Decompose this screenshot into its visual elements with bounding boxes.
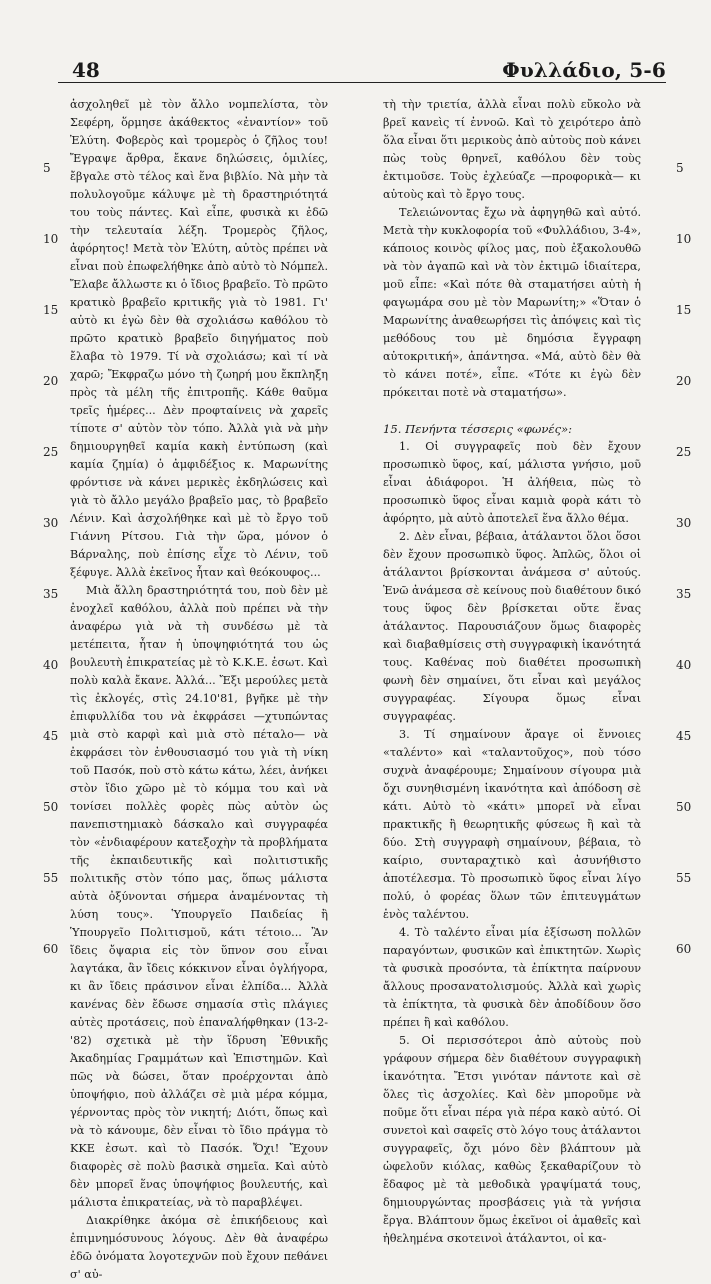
journal-title: Φυλλάδιο, 5-6 bbox=[502, 58, 666, 82]
line-number: 35 bbox=[676, 587, 692, 601]
paragraph: Μιὰ ἄλλη δραστηριότητά του, ποὺ δὲν μὲ ἐνοχλεῖ καθόλου, ἀλλὰ ποὺ πρέπει νὰ τὴν ἀναφέρω γιὰ νὰ τὴ συνδέσω μὲ τὰ μετέπειτα, ἦταν ἡ ὑποψηφιότητά του ὡς βουλευτὴ ἐπικρατείας μὲ τὸ Κ.Κ.Ε. ἐσωτ. Καὶ πολὺ καλὰ ἔκανε. Ἀλλά... Ἔξι μερούλες μετὰ τὶς ἐκλογές, στὶς 24.10'81, βγῆκε μὲ τὴν ἐπιφυλλίδα του νὰ ἐκφράσει —χτυπώντας μιὰ στὸ καρφὶ καὶ μιὰ στὸ πέταλο— νὰ ἐκφράσει τὸν ἐνθουσιασμό του γιὰ τὴ νίκη τοῦ Πασόκ, ποὺ στὸ κάτω κάτω, λέει, ἀνήκει στὸν ἴδιο χῶρο μὲ τὸ κόμμα του καὶ νὰ τονίσει πολλὲς φορὲς πὼς αὐτὸν ὡς πανεπιστημιακὸ δάσκαλο καὶ συγγραφέα τὸν «ἐνδιαφέρουν κατεξοχὴν τὰ προβλήματα τῆς ἐκπαιδευτικῆς καὶ πολιτιστικῆς πολιτικῆς στὸν τόπο μας, ὅπως μάλιστα αὐτὰ ὀξύνονται σήμερα ἀναμένοντας τὴ λύση τους». Ὑπουργεῖο Παιδείας ἢ Ὑπουργεῖο Πολιτισμοῦ, κάτι τέτοιο... Ἂν ἴδεις ὄψαρια εἰς τὸν ὕπνον σου εἶναι λαγτάκα, ἂν ἴδεις κόκκινον εἶναι ὀγλήγορα, κι ἂν ἴδεις πράσινον εἶναι ἐλπίδα... Ἀλλὰ κανένας δὲν ἔδωσε σημασία στὶς πλάγιες αὐτὲς προτάσεις, ποὺ ἐπαναλήφθηκαν (13-2-'82) σχετικὰ μὲ τὴν ἵδρυση Ἐθνικῆς Ἀκαδημίας Γραμμάτων καὶ Ἐπιστημῶν. Καὶ πῶς νὰ δώσει, ὅταν προέρχονται ἀπὸ ὑποψήφιο, ποὺ ἀλλάζει σὲ μιὰ μέρα κόμμα, γέρνοντας πρὸς τὸν νικητή; Διότι, ὅπως καὶ νὰ τὸ κάνουμε, δὲν εἶναι τὸ ἴδιο πράγμα τὸ ΚΚΕ ἐσωτ. καὶ τὸ Πασόκ. Ὄχι! Ἔχουν διαφορὲς σὲ πολὺ βασικὰ σημεῖα. Καὶ αὐτὸ δὲν μπορεῖ ἕνας ὑποψήφιος βουλευτής, καὶ μάλιστα ἐπικρατείας, νὰ τὸ παραβλέψει. bbox=[70, 584, 328, 1209]
line-number: 55 bbox=[676, 871, 692, 885]
line-number: 25 bbox=[43, 445, 59, 459]
line-number: 20 bbox=[43, 374, 59, 388]
line-number: 25 bbox=[676, 445, 692, 459]
paragraph: Τελειώνοντας ἔχω νὰ ἀφηγηθῶ καὶ αὐτό. Μετὰ τὴν κυκλοφορία τοῦ «Φυλλάδιου, 3-4», κάποιος κοινὸς φίλος μας, ποὺ ἐξακολουθῶ νὰ τὸν ἀγαπῶ καὶ νὰ τὸν ἐκτιμῶ ἰδιαίτερα, μοῦ εἶπε: «Καὶ πότε θὰ σταματήσει αὐτὴ ἡ φαγωμάρα σου μὲ τὸν Μαρωνίτη;» «Ὅταν ὁ Μαρωνίτης ἀναθεωρήσει τὶς ἀπόψεις καὶ τὶς μεθόδους του μὲ δημόσια ἔγγραφη αὐτοκριτική», ἀπάντησα. «Μά, αὐτὸ δὲν θὰ τὸ κάνει ποτέ», εἶπε. «Τότε κι ἐγὼ δὲν πρόκειται ποτὲ νὰ σταματήσω». bbox=[383, 206, 641, 399]
line-number: 10 bbox=[676, 232, 692, 246]
page-number: 48 bbox=[72, 58, 100, 82]
numbered-paragraph: 5. Οἱ περισσότεροι ἀπὸ αὐτοὺς ποὺ γράφουν σήμερα δὲν διαθέτουν συγγραφικὴ ἱκανότητα. Ἔτσι γινόταν πάντοτε καὶ σὲ ὅλες τὶς ἀσχολίες. Καὶ δὲν μποροῦμε νὰ ποῦμε ὅτι εἶναι πέρα γιὰ πέρα κακὸ αὐτό. Οἱ συνετοὶ καὶ σαφεῖς στὸ λόγο τους ἀτάλαντοι συγγραφεῖς, ὄχι μόνο δὲν βλάπτουν μὰ ὠφελοῦν κιόλας, καθὼς ξεκαθαρίζουν τὸ ἔδαφος μὲ τὰ μεθοδικὰ γραψίματά τους, δημιουργώντας προσβάσεις γιὰ τὰ γνήσια ἔργα. Βλάπτουν ὅμως ἐκεῖνοι οἱ ἀμαθεῖς καὶ ἠθελημένα σκοτεινοὶ ἀτάλαντοι, οἱ κα- bbox=[383, 1034, 641, 1245]
line-number: 5 bbox=[676, 161, 684, 175]
right-text-column bbox=[383, 96, 641, 1248]
line-number: 40 bbox=[43, 658, 59, 672]
line-number: 20 bbox=[676, 374, 692, 388]
paragraph: ἀσχοληθεῖ μὲ τὸν ἄλλο νομπελίστα, τὸν Σεφέρη, ὅρμησε ἀκάθεκτος «ἐναντίον» τοῦ Ἐλύτη. Φοβερὸς καὶ τρομερὸς ὁ ζῆλος του! Ἔγραψε ἄρθρα, ἔκανε δηλώσεις, ὁμιλίες, ἔβγαλε στὸ τέλος καὶ ἕνα βιβλίο. Νὰ μὴν τὰ πολυλογοῦμε κάλυψε μὲ τὴ δραστηριότητά του τοὺς πάντες. Καὶ εἶπε, φυσικὰ κι ἐδῶ τὴν τελευταία λέξη. Τρομερὸς ζῆλος, ἀφόρητος! Μετὰ τὸν Ἐλύτη, αὐτὸς πρέπει νὰ εἶναι ποὺ ἐπωφελήθηκε ἀπὸ αὐτὸ τὸ Νόμπελ. Ἔλαβε ἄλλωστε κι ὁ ἴδιος βραβεῖο. Τὸ πρῶτο κρατικὸ βραβεῖο κριτικῆς γιὰ τὸ 1981. Γι' αὐτὸ κι ἐγὼ δὲν θὰ σχολιάσω καθόλου τὸ πρῶτο κρατικὸ βραβεῖο διηγήματος ποὺ ἔλαβα τὸ 1979. Τί νὰ σχολιάσω; καὶ τί νὰ χαρῶ; Ἔκφραζω μόνο τὴ ζωηρή μου ἔκπληξη πρὸς τὰ μέλη τῆς ἐπιτροπῆς. Κάθε θαῦμα τρεῖς ἡμέρες... Δὲν προφταίνεις νὰ χαρεῖς τίποτε σ' αὐτὸν τὸν τόπο. Ἀλλὰ γιὰ νὰ μὴν δημιουργηθεῖ καμία κακὴ ἐντύπωση (καὶ καμία ζημία) ὁ ἀμφιδέξιος κ. Μαρωνίτης φρόντισε νὰ κάνει μερικὲς ἐκδηλώσεις καὶ γιὰ τὸ ἄλλο μεγάλο βραβεῖο μας, τὸ βραβεῖο Λένιν. Καὶ ἀσχολήθηκε καὶ μὲ τὸ ἔργο τοῦ Γιάννη Ρίτσου. Γιὰ τὴν ὥρα, μόνον ὁ Βάρναλης, ποὺ ἐπίσης εἶχε τὸ Λένιν, τοῦ ξέφυγε. Ἀλλὰ ἐκεῖνος ἦταν καὶ θεόκουφος... bbox=[70, 98, 328, 579]
line-number: 10 bbox=[43, 232, 59, 246]
line-number: 15 bbox=[676, 303, 692, 317]
line-number: 40 bbox=[676, 658, 692, 672]
line-number: 45 bbox=[676, 729, 692, 743]
line-number: 35 bbox=[43, 587, 59, 601]
numbered-paragraph: 4. Τὸ ταλέντο εἶναι μία ἐξίσωση πολλῶν παραγόντων, φυσικῶν καὶ ἐπικτητῶν. Χωρὶς τὰ φυσικὰ προσόντα, τὰ ἐπίκτητα παίρνουν ἄλλους προσανατολισμούς. Ἀλλὰ καὶ χωρὶς τὰ ἐπίκτητα, τὰ φυσικὰ δὲν ἀποδίδουν ὅσο πρέπει ἢ καὶ καθόλου. bbox=[383, 926, 641, 1029]
line-number: 60 bbox=[43, 942, 59, 956]
section-heading: 15. Πενήντα τέσσερις «φωνές»: bbox=[383, 422, 573, 436]
line-number: 45 bbox=[43, 729, 59, 743]
paragraph: Διακρίθηκε ἀκόμα σὲ ἐπικήδειους καὶ ἐπιμνημόσυνους λόγους. Δὲν θὰ ἀναφέρω ἐδῶ ὀνόματα λογοτεχνῶν ποὺ ἔχουν πεθάνει σ' αὐ- bbox=[70, 1214, 328, 1281]
line-number: 30 bbox=[43, 516, 59, 530]
numbered-paragraph: 1. Οἱ συγγραφεῖς ποὺ δὲν ἔχουν προσωπικὸ ὕφος, καί, μάλιστα γνήσιο, μοῦ εἶναι ἀδιάφοροι. Ἡ ἀλήθεια, πὼς τὸ προσωπικὸ ὕφος εἶναι καμιὰ φορὰ κάτι τὸ ἀφόρητο, μὰ αὐτὸ ἀποτελεῖ ἕνα ἄλλο θέμα. bbox=[383, 440, 641, 525]
numbered-paragraph: 2. Δὲν εἶναι, βέβαια, ἀτάλαντοι ὅλοι ὅσοι δὲν ἔχουν προσωπικὸ ὕφος. Ἁπλῶς, ὅλοι οἱ ἀτάλαντοι βρίσκονται ἀνάμεσα σ' αὐτούς. Ἐνῶ ἀνάμεσα σὲ κείνους ποὺ διαθέτουν δικό τους ὕφος δὲν βρίσκεται οὔτε ἕνας ἀτάλαντος. Παρουσιάζουν ὅμως διαφορὲς καὶ διαβαθμίσεις στὴ συγγραφικὴ ἱκανότητά τους. Καθένας ποὺ διαθέτει προσωπικὴ φωνὴ δὲν σημαίνει, ὅτι εἶναι καὶ μεγάλος συγγραφέας. Σίγουρα ὅμως εἶναι συγγραφέας. bbox=[383, 530, 641, 723]
line-number: 50 bbox=[676, 800, 692, 814]
line-number: 15 bbox=[43, 303, 59, 317]
left-text-column bbox=[70, 96, 328, 1284]
line-number: 50 bbox=[43, 800, 59, 814]
line-number: 30 bbox=[676, 516, 692, 530]
line-number: 5 bbox=[43, 161, 51, 175]
page-header bbox=[58, 58, 666, 83]
line-number: 55 bbox=[43, 871, 59, 885]
paragraph: τὴ τὴν τριετία, ἀλλὰ εἶναι πολὺ εὔκολο νὰ βρεῖ κανεὶς τί ἐννοῶ. Καὶ τὸ χειρότερο ἀπὸ ὅλα εἶναι ὅτι μερικοὺς ἀπὸ αὐτοὺς ποὺ κάνει πὼς τοὺς θρηνεῖ, καθόλου δὲν τοὺς ἐκτιμοῦσε. Τοὺς ἐχλεύαζε —προφορικὰ— κι αὐτοὺς καὶ τὸ ἔργο τους. bbox=[383, 98, 641, 201]
line-number: 60 bbox=[676, 942, 692, 956]
numbered-paragraph: 3. Τί σημαίνουν ἄραγε οἱ ἔννοιες «ταλέντο» καὶ «ταλαντοῦχος», ποὺ τόσο συχνὰ ἀναφέρουμε; Σημαίνουν σίγουρα μιὰ ὄχι συνηθισμένη ἱκανότητα καὶ ἀπόδοση σὲ κάτι. Αὐτὸ τὸ «κάτι» μπορεῖ νὰ εἶναι πρακτικῆς ἢ θεωρητικῆς φύσεως ἢ καὶ τὰ δύο. Στὴ συγγραφὴ σημαίνουν, βέβαια, τὸ καίριο, συνταραχτικὸ καὶ ἀσυνήθιστο ἀποτέλεσμα. Τὸ προσωπικὸ ὕφος εἶναι λίγο πολύ, ὁ φορέας ὅλων τῶν ἐπιτευγμάτων ἑνὸς ταλέντου. bbox=[383, 728, 641, 921]
